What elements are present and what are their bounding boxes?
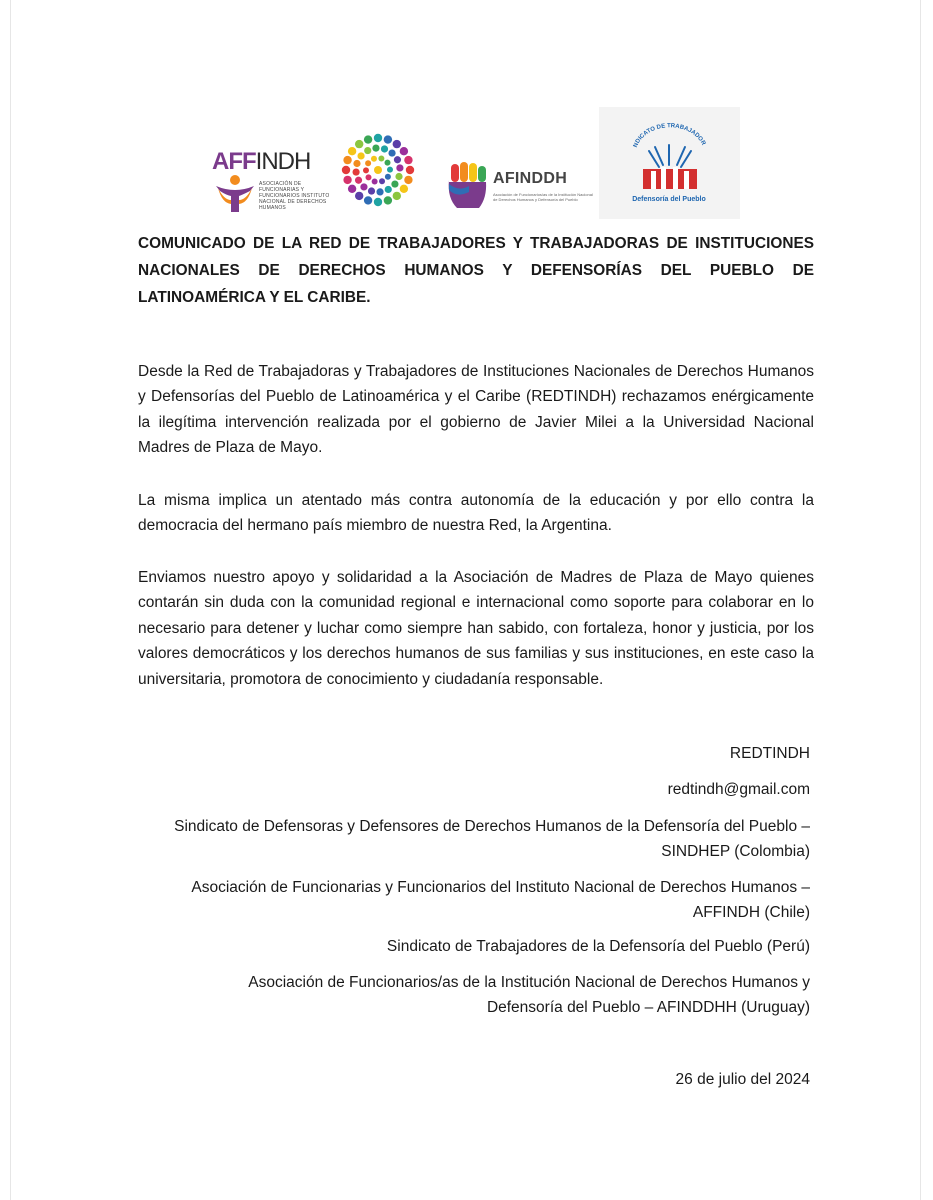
rosette-dot — [360, 183, 367, 190]
rosette-dot — [371, 156, 377, 162]
sindicato-caption: Defensoría del Pueblo — [632, 196, 706, 203]
rosette-dot — [381, 145, 388, 152]
rosette-dot — [378, 155, 384, 161]
document-date: 26 de julio del 2024 — [675, 1071, 810, 1088]
communique-heading: COMUNICADO DE LA RED DE TRABAJADORES Y TRABAJADORAS DE INSTITUCIONES NACIONALES DE DERECHOS HUMANOS Y DEFENSORÍAS DEL PUEBLO DE LATINOAMÉRICA Y EL CARIBE. — [138, 235, 814, 306]
signatory-line: Asociación de Funcionarios/as de la Institución Nacional de Derechos Humanos y — [248, 974, 810, 991]
rosette-dot — [385, 160, 391, 166]
signatory-line: Sindicato de Defensoras y Defensores de Derechos Humanos de la Defensoría del Pueblo – — [174, 818, 810, 835]
rosette-dot — [366, 174, 372, 180]
affindh-wordmark — [212, 150, 310, 174]
signatory-affindh — [191, 875, 810, 925]
rosette-dot — [353, 160, 360, 167]
rosette-dot — [357, 152, 364, 159]
rosette-dot — [364, 147, 371, 154]
paragraph-1: Desde la Red de Trabajadoras y Trabajadores de Instituciones Nacionales de Derechos Humanos y Defensorías del Pueblo de Latinoamérica y el Caribe (REDTINDH) rechazamos enérgicamente la ilegítima intervención realizada por el gobierno de Javier Milei a la Universidad Nacional Madres de Plaza de Mayo. — [138, 363, 814, 457]
rosette-dot — [355, 192, 363, 200]
rosette-dot — [372, 179, 378, 185]
signatory-line: Defensoría del Pueblo – AFINDDHH (Uruguay) — [486, 999, 810, 1016]
rosette-dot — [374, 198, 382, 206]
rosette-dot — [395, 173, 402, 180]
svg-text:SINDICATO DE TRABAJADORES — [599, 107, 706, 148]
contact-email: redtindh@gmail.com — [667, 781, 810, 798]
rosette-dot — [404, 156, 412, 164]
signatory-peru — [387, 934, 810, 959]
rosette-dot — [396, 164, 403, 171]
rosette-dot — [363, 167, 369, 173]
rosette-dot — [385, 174, 391, 180]
rosette-dot — [348, 185, 356, 193]
affindh-wordmark-indh: INDH — [255, 148, 311, 175]
rosette-dot — [348, 147, 356, 155]
rosette-dot — [365, 160, 371, 166]
network-rosette-logo — [338, 130, 418, 210]
signatory-line: Asociación de Funcionarias y Funcionarios del Instituto Nacional de Derechos Humanos – — [191, 879, 810, 896]
affindh-wordmark-aff: AFF — [212, 148, 256, 175]
rosette-dot — [384, 135, 392, 143]
signatory-line: Sindicato de Trabajadores de la Defensoría del Pueblo (Perú) — [386, 938, 810, 955]
rosette-dot — [385, 186, 392, 193]
afinddh-subtitle: Asociación de Funcionarios/as de la Institución Nacional de Derechos Humanos y Defensoría del Pueblo — [493, 192, 593, 202]
rosette-icon — [338, 130, 418, 210]
network-name: REDTINDH — [729, 745, 810, 762]
rosette-dot — [343, 156, 351, 164]
rosette-dot — [343, 176, 351, 184]
rosette-dot — [364, 135, 372, 143]
paragraph-3: Enviamos nuestro apoyo y solidaridad a la Asociación de Madres de Plaza de Mayo quienes contarán sin duda con la comunidad regional e internacional como soporte para colaborar en lo necesario para detener y luchar como siempre han sabido, con fortaleza, honor y justicia, por los valores democráticos y los derechos humanos de sus familias y sus instituciones, en este caso la universitaria, promotora de conocimiento y ciudadanía responsable. — [138, 569, 814, 688]
raised-fist-icon — [445, 162, 489, 212]
rosette-dot — [387, 167, 393, 173]
paragraph-2: La misma implica un atentado más contra autonomía de la educación y por ello contra la democracia del hermano país miembro de nuestra Red, la Argentina. — [138, 492, 814, 535]
rosette-dot — [404, 176, 412, 184]
affindh-logo — [212, 150, 330, 212]
rosette-dot — [376, 188, 383, 195]
afinddh-logo — [445, 158, 595, 214]
people-figure-icon — [214, 174, 256, 212]
rosette-dot — [379, 178, 385, 184]
logo-strip — [0, 0, 933, 230]
sindicato-emblem-icon — [599, 107, 740, 219]
rosette-dot — [393, 140, 401, 148]
rosette-dot — [400, 185, 408, 193]
rosette-dot — [342, 166, 350, 174]
rosette-dot — [400, 147, 408, 155]
rosette-dot — [391, 180, 398, 187]
affindh-subtitle: ASOCIACIÓN DE FUNCIONARIAS Y FUNCIONARIOS INSTITUTO NACIONAL DE DERECHOS HUMANOS — [259, 181, 330, 211]
rosette-dot — [374, 134, 382, 142]
rosette-dot — [388, 149, 395, 156]
rosette-dot — [372, 144, 379, 151]
signatory-sindhep — [174, 814, 810, 864]
rosette-dot — [352, 168, 359, 175]
signatory-afinddhh — [248, 970, 810, 1020]
rosette-dot — [393, 192, 401, 200]
rosette-dot — [355, 177, 362, 184]
sindicato-arc-text: NDICATO DE TRABAJADOR — [632, 123, 707, 149]
rosette-dot — [406, 166, 414, 174]
rosette-dot — [364, 196, 372, 204]
rosette-dot — [368, 187, 375, 194]
rosette-dot — [384, 196, 392, 204]
rosette-dot — [355, 140, 363, 148]
sindicato-logo — [599, 107, 740, 219]
signatory-line: SINDHEP (Colombia) — [661, 843, 810, 860]
afinddh-wordmark: AFINDDH — [493, 170, 568, 187]
signatory-line: AFFINDH (Chile) — [692, 904, 810, 921]
rosette-core — [374, 166, 382, 174]
rosette-dot — [394, 156, 401, 163]
